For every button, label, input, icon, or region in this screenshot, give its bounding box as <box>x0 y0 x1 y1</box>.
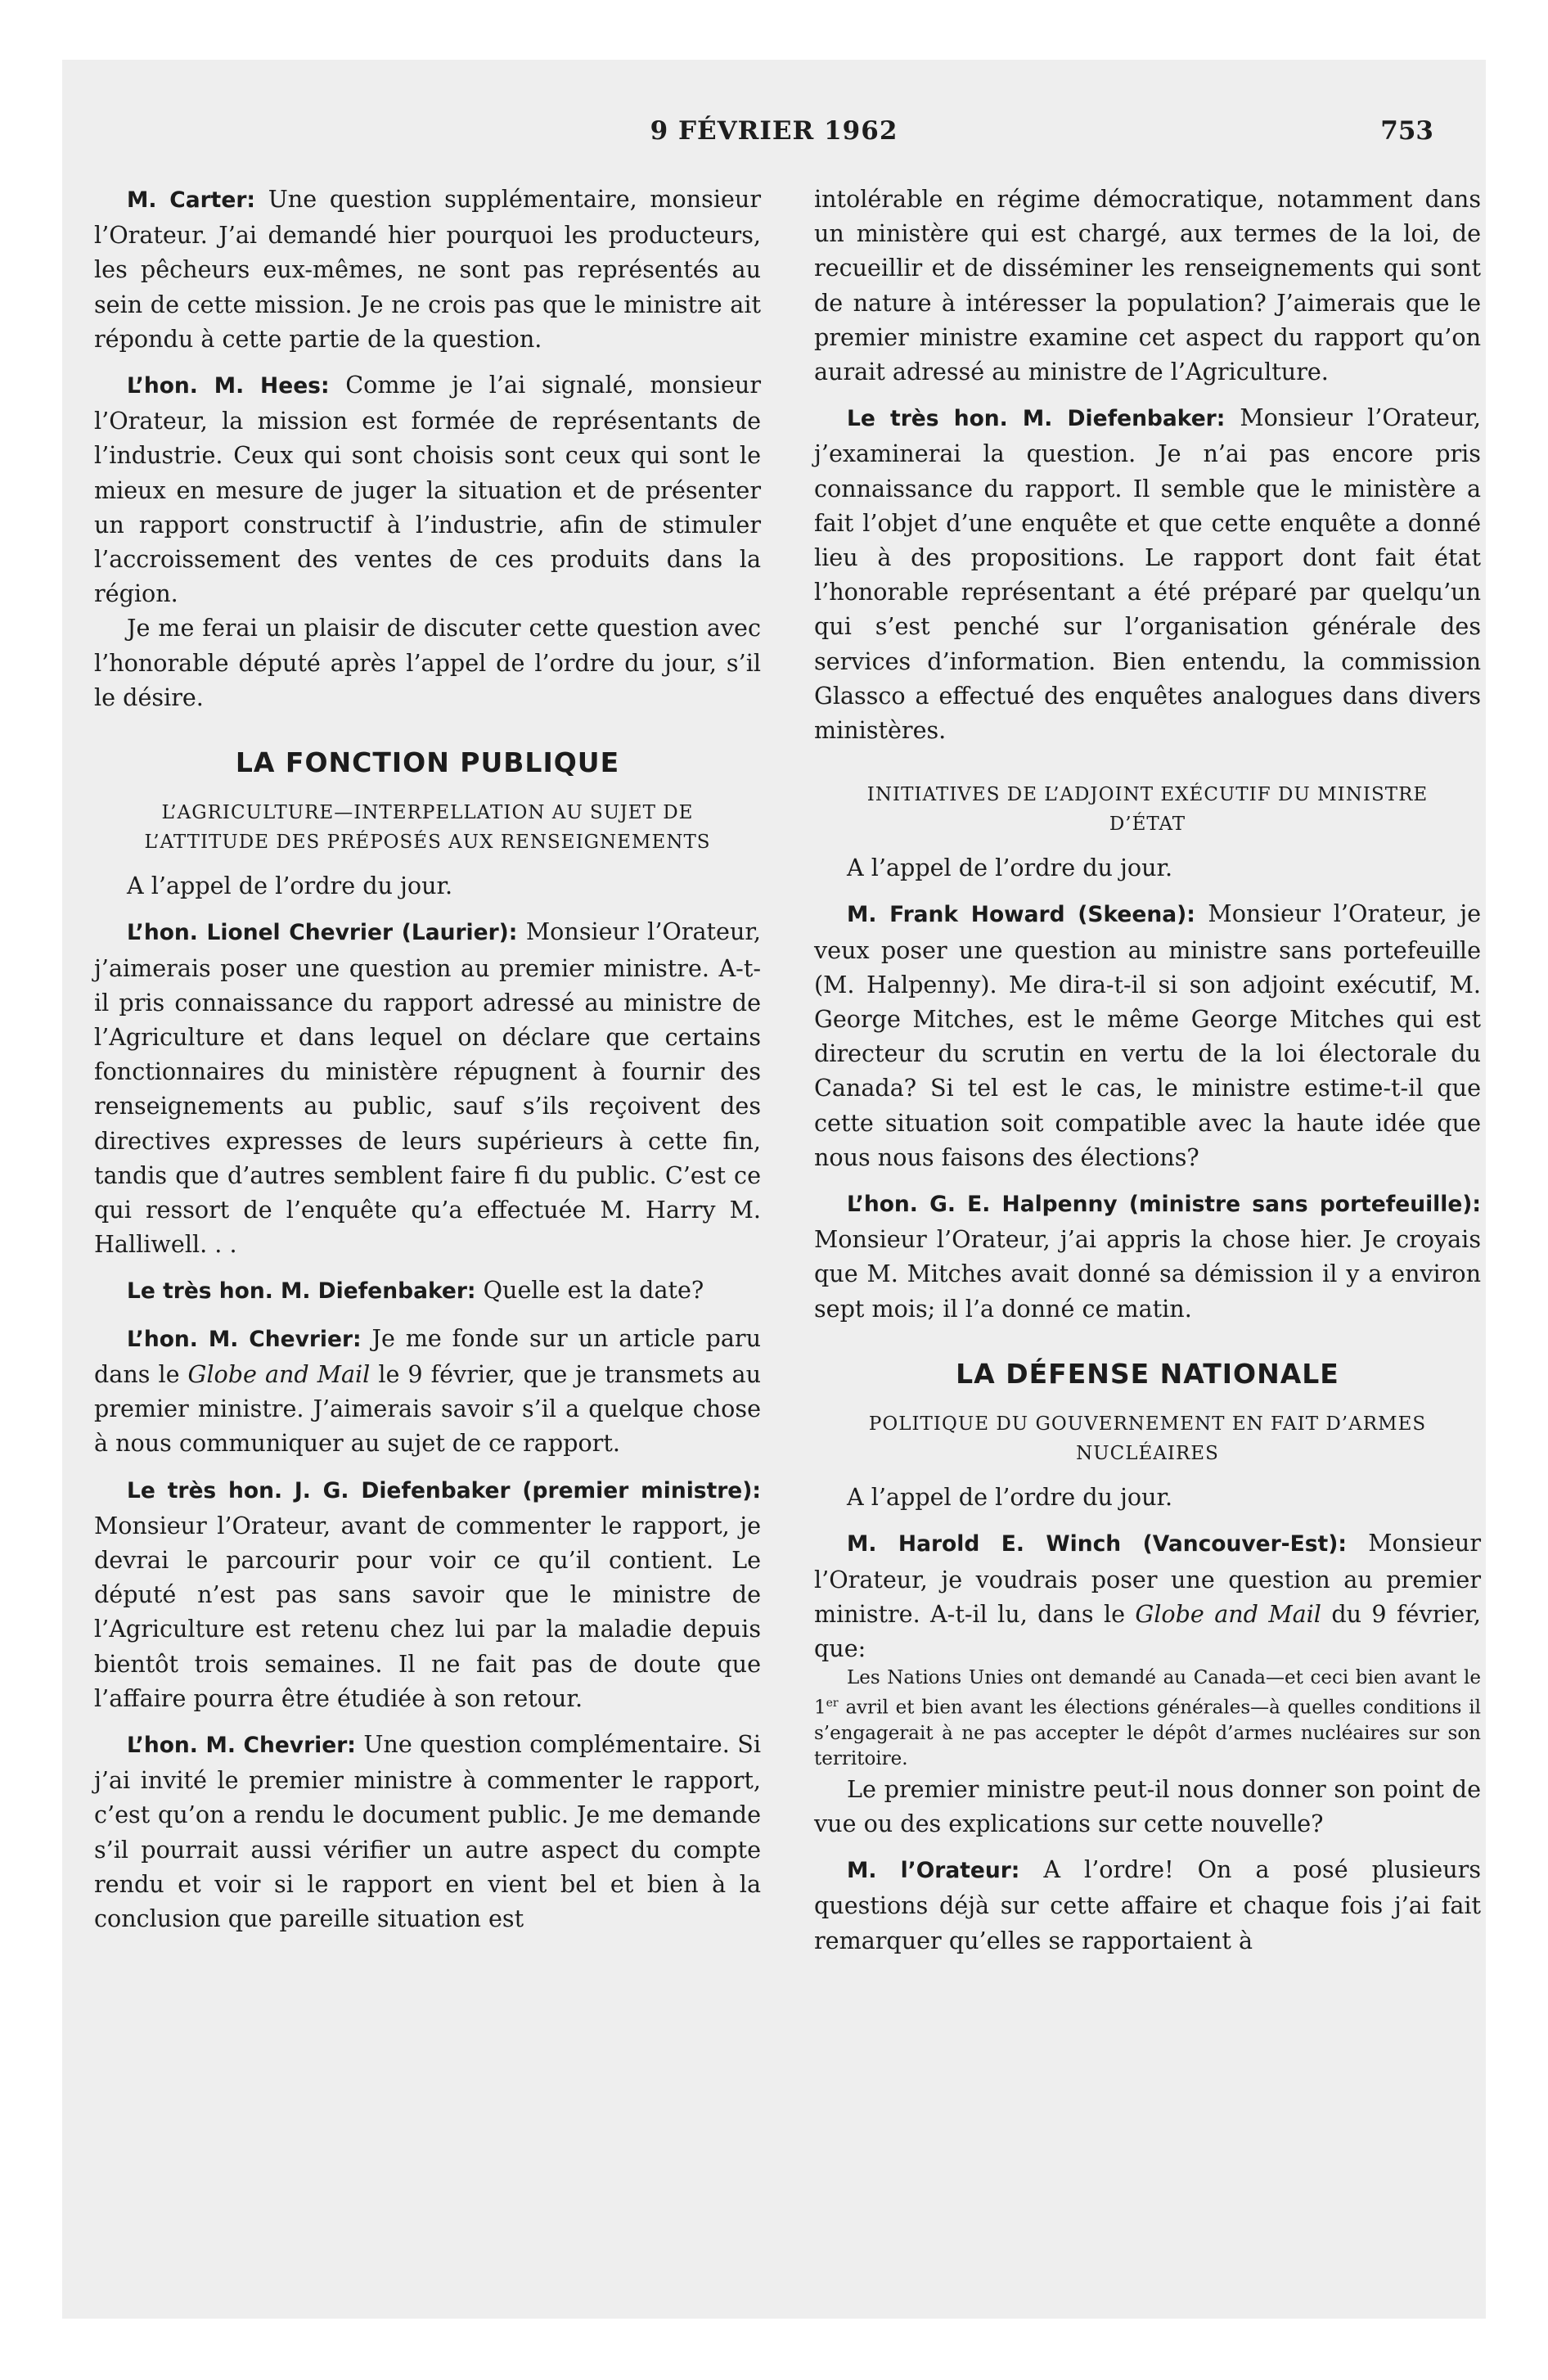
subsection-heading: POLITIQUE DU GOUVERNEMENT EN FAIT D’ARMES NUCLÉAIRES <box>868 1413 1427 1465</box>
speech-text: A l’ordre! On a posé plusieurs questions déjà sur cette affaire et chaque fois j’ai fait remarquer qu’elles se rapportaient à <box>814 1855 1481 1954</box>
speech-text: Comme je l’ai signalé, monsieur l’Orateur, la mission est formée de représentants de l’industrie. Ceux qui sont choisis sont ceux qui sont le mieux en mesure de juger la situation et de présenter un rapport constructif à l’industrie, afin de stimuler l’accroissement des ventes de ces produits dans la région. <box>94 371 761 608</box>
paragraph: M. Harold E. Winch (Vancouver-Est): Monsieur l’Orateur, je voudrais poser une question au premier ministre. A-t-il lu, dans le Globe and Mail du 9 février, que: <box>814 1529 1481 1662</box>
publication-title: Globe and Mail <box>1135 1599 1321 1628</box>
running-head <box>62 116 1486 157</box>
left-column <box>94 182 761 1936</box>
speech-text: Une question complémentaire. Si j’ai invité le premier ministre à commenter le rapport, c’est qu’on a rendu le document public. Je me demande s’il pourrait aussi vérifier un autre aspect du compte rendu et voir si le rapport en vient bel et bien à la conclusion que pareille situation est <box>94 1729 761 1932</box>
speaker-name: L’hon. M. Chevrier: <box>127 1732 356 1758</box>
speaker-name: M. l’Orateur: <box>847 1858 1020 1884</box>
paragraph <box>94 182 761 356</box>
order-of-day: A l’appel de l’ordre du jour. <box>847 854 1173 882</box>
paragraph <box>94 914 761 1261</box>
order-of-day: A l’appel de l’ordre du jour. <box>127 872 453 900</box>
speech-text: Monsieur l’Orateur, je veux poser une question au ministre sans portefeuille (M. Halpenny). Me dira-t-il si son adjoint exécutif, M. George Mitches, est le même George Mitches qui est directeur du scrutin en vertu de la loi électorale du Canada? Si tel est le cas, le ministre estime-t-il que cette situation soit compatible avec la haute idée que nous nous faisons des élections? <box>814 899 1482 1171</box>
speaker-name: L’hon. M. Hees: <box>127 373 330 399</box>
speaker-name: Le très hon. M. Diefenbaker: <box>847 406 1226 432</box>
speaker-name: Le très hon. J. G. Diefenbaker (premier ministre): <box>127 1477 761 1503</box>
paragraph <box>814 400 1481 747</box>
paragraph: Le premier ministre peut-il nous donner son point de vue ou des explications sur cette nouvelle? <box>814 1774 1481 1837</box>
speaker-name: L’hon. G. E. Halpenny (ministre sans portefeuille): <box>847 1192 1481 1218</box>
speaker-name: M. Harold E. Winch (Vancouver-Est): <box>847 1531 1347 1557</box>
section-heading: LA DÉFENSE NATIONALE <box>956 1357 1339 1390</box>
paragraph <box>814 1852 1481 1958</box>
speech-text: Monsieur l’Orateur, j’examinerai la question. Je n’ai pas encore pris connaissance du rapport. Il semble que le ministère a fait l’objet d’une enquête et que cette enquête a donné lieu à des propositions. Le rapport dont fait état l’honorable représentant a été préparé par quelqu’un qui s’est penché sur l’organisation générale des services d’information. Bien entendu, la commission Glassco a effectué des enquêtes analogues dans divers ministères. <box>814 403 1482 745</box>
speaker-name: M. Carter: <box>127 187 255 213</box>
subsection-heading: INITIATIVES DE L’ADJOINT EXÉCUTIF DU MINISTRE D’ÉTAT <box>866 784 1429 836</box>
paragraph: Je me ferai un plaisir de discuter cette question avec l’honorable député après l’appel de l’ordre du jour, s’il le désire. <box>94 614 761 711</box>
speech-text: Monsieur l’Orateur, avant de commenter le rapport, je devrai le parcourir pour voir ce qu’il contient. Le député n’est pas sans savoir que le ministre de l’Agriculture est retenu chez lui par la maladie depuis bientôt trois semaines. Il ne fait pas de doute que l’affaire pourra être étudiée à son retour. <box>94 1511 761 1712</box>
order-of-day: A l’appel de l’ordre du jour. <box>847 1483 1173 1512</box>
page-number: 753 <box>1380 116 1433 146</box>
speaker-name: L’hon. M. Chevrier: <box>127 1326 362 1352</box>
right-column <box>814 182 1481 1958</box>
subsection-heading: L’AGRICULTURE—INTERPELLATION AU SUJET DE L’ATTITUDE DES PRÉPOSÉS AUX RENSEIGNEMENTS <box>144 802 711 854</box>
paragraph <box>94 1472 761 1715</box>
section-heading: LA FONCTION PUBLIQUE <box>235 746 620 779</box>
speech-text: Monsieur l’Orateur, j’aimerais poser une question au premier ministre. A-t-il pris connaissance du rapport adressé au ministre de l’Agriculture et dans lequel on déclare que certains fonctionnaires du ministère répugnent à fournir des renseignements au public, sauf s’ils reçoivent des directives expresses de leurs supérieurs à cette fin, tandis que d’autres semblent faire fi du public. C’est ce qui ressort de l’enquête qu’a effectuée M. Harry M. Halliwell. . . <box>94 917 762 1259</box>
paragraph <box>814 896 1481 1174</box>
speaker-name: L’hon. Lionel Chevrier (Laurier): <box>127 920 518 946</box>
paragraph: intolérable en régime démocratique, notamment dans un ministère qui est chargé, aux termes de la loi, de recueillir et de disséminer les renseignements qui sont de nature à intéresser la population? J’aimerais que le premier ministre examine cet aspect du rapport qu’on aurait adressé au ministre de l’Agriculture. <box>814 185 1481 386</box>
paragraph <box>94 367 761 611</box>
speaker-name: M. Frank Howard (Skeena): <box>847 902 1195 928</box>
paragraph <box>814 1186 1481 1326</box>
quoted-text: Les Nations Unies ont demandé au Canada—et ceci bien avant le 1er avril et bien avant les élections générales—à quelles conditions il s’engagerait à ne pas accepter le dépôt d’armes nucléaires sur son territoire. <box>814 1667 1481 1769</box>
paragraph <box>94 1727 761 1936</box>
speech-text: Quelle est la date? <box>475 1276 704 1305</box>
paragraph: L’hon. M. Chevrier: Je me fonde sur un article paru dans le Globe and Mail le 9 février, que je transmets au premier ministre. J’aimerais savoir s’il a quelque chose à nous communiquer au sujet de ce rapport. <box>94 1323 761 1458</box>
speaker-name: Le très hon. M. Diefenbaker: <box>127 1278 476 1305</box>
publication-title: Globe and Mail <box>187 1359 371 1388</box>
ordinal-superscript: er <box>826 1697 839 1711</box>
paragraph <box>94 1273 761 1309</box>
page-date: 9 FÉVRIER 1962 <box>650 116 898 146</box>
speech-text: Une question supplémentaire, monsieur l’Orateur. J’ai demandé hier pourquoi les producteurs, les pêcheurs eux-mêmes, ne sont pas représentés au sein de cette mission. Je ne crois pas que le ministre ait répondu à cette partie de la question. <box>94 185 761 353</box>
speech-text: Monsieur l’Orateur, j’ai appris la chose hier. Je croyais que M. Mitches avait donné sa démission il y a environ sept mois; il l’a donné ce matin. <box>814 1225 1481 1323</box>
